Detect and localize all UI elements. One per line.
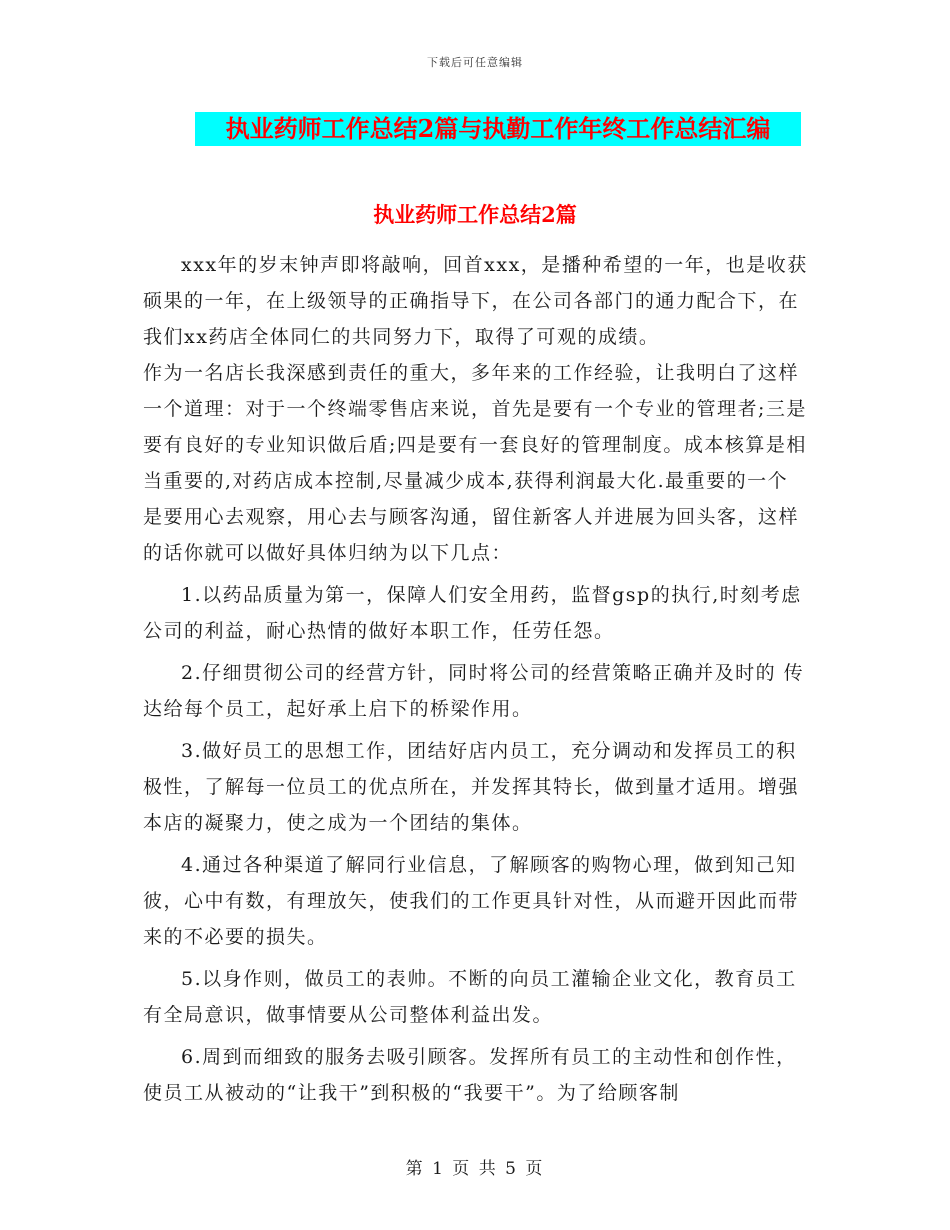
list-item: 1.以药品质量为第一，保障人们安全用药，监督gsp的执行,时刻考虑公司的利益，耐心热情的做好本职工作，任劳任怨。 (143, 584, 802, 642)
page-number: 第 1 页 共 5 页 (405, 1159, 545, 1179)
list-item: 3.做好员工的思想工作，团结好店内员工，充分调动和发挥员工的积极性，了解每一位员工的优点所在，并发挥其特长，做到量才适用。增强本店的凝聚力，使之成为一个团结的集体。 (143, 740, 800, 834)
list-item: 6.周到而细致的服务去吸引顾客。发挥所有员工的主动性和创作性，使员工从被动的“让我干”到积极的“我要干”。为了给顾客制 (143, 1046, 797, 1104)
document-body (143, 247, 808, 1111)
document-title: 执业药师工作总结2篇与执勤工作年终工作总结汇编 (225, 114, 771, 143)
paragraph-manager-reflection: 作为一名店长我深感到责任的重大，多年来的工作经验，让我明白了这样一个道理：对于一个终端零售店来说，首先是要有一个专业的管理者;三是要有良好的专业知识做后盾;四是要有一套良好的管理制度。成本核算是相当重要的,对药店成本控制,尽量减少成本,获得利润最大化.最重要的一个是要用心去观察，用心去与顾客沟通，留住新客人并进展为回头客，这样的话你就可以做好具体归纳为以下几点： (143, 362, 807, 564)
list-item: 4.通过各种渠道了解同行业信息，了解顾客的购物心理，做到知己知彼，心中有数，有理放矢，使我们的工作更具针对性，从而避开因此而带来的不必要的损失。 (143, 854, 800, 948)
paragraph-intro: xxx年的岁末钟声即将敲响，回首xxx，是播种希望的一年，也是收获硕果的一年，在上级领导的正确指导下，在公司各部门的通力配合下，在我们xx药店全体同仁的共同努力下，取得了可观的成绩。 (143, 254, 808, 348)
list-item: 5.以身作则，做员工的表帅。不断的向员工灌输企业文化，教育员工有全局意识，做事情要从公司整体利益出发。 (143, 968, 797, 1026)
list-item: 2.仔细贯彻公司的经营方针，同时将公司的经营策略正确并及时的 传达给每个员工，起好承上启下的桥梁作用。 (143, 662, 805, 720)
section-title: 执业药师工作总结2篇 (373, 202, 577, 227)
download-note: 下载后可任意编辑 (427, 56, 523, 69)
